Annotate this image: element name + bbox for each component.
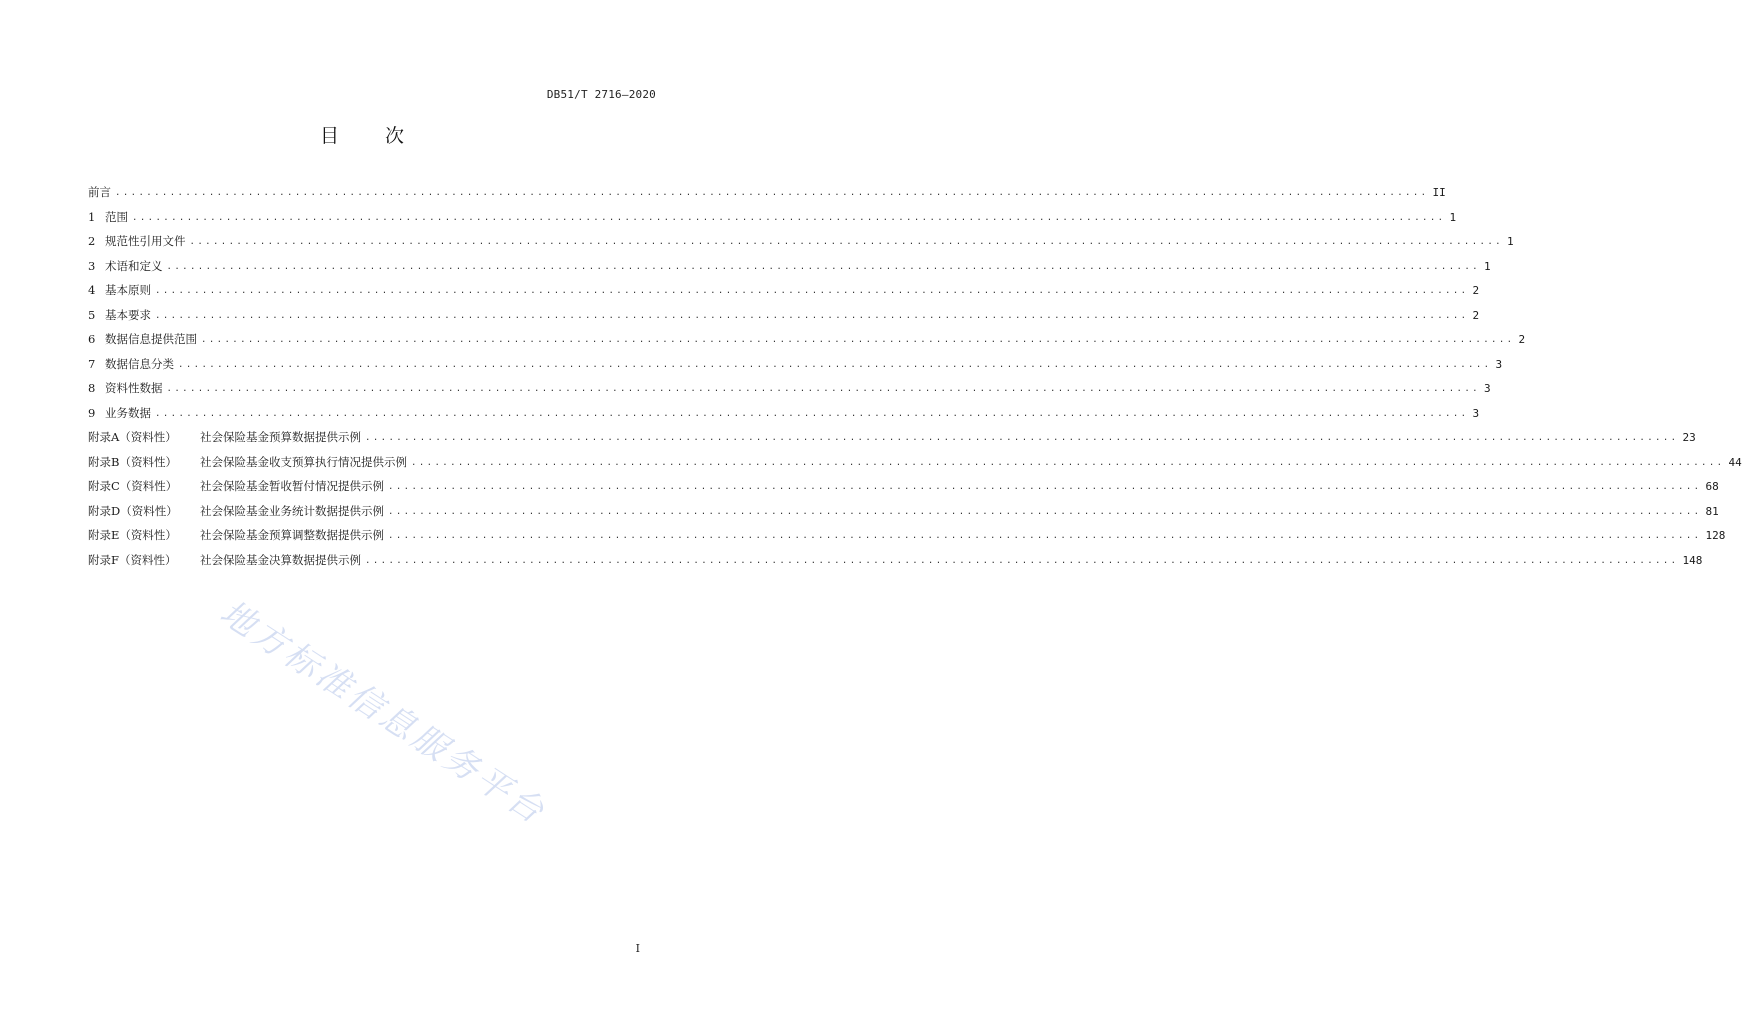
toc-entry-data-classification[interactable]: [88, 356, 1503, 381]
toc-entry-page: 81: [1705, 504, 1719, 518]
toc-entry-label: 资料性数据: [105, 381, 163, 395]
toc-entry-terms[interactable]: [88, 258, 1491, 283]
toc-entry-label: 社会保险基金预算数据提供示例: [200, 430, 361, 444]
toc-entry-page: 44: [1728, 455, 1742, 469]
toc-leader-dots: ........................................................................................................................................................................: [189, 237, 1503, 247]
toc-entry-label: 规范性引用文件: [105, 234, 186, 248]
toc-entry-label: 社会保险基金决算数据提供示例: [200, 552, 361, 567]
toc-entry-page: 1: [1507, 235, 1514, 248]
toc-entry-page: II: [1432, 186, 1446, 199]
toc-entry-page: 3: [1472, 406, 1480, 420]
toc-leader-dots: ........................................................................................................................................................................: [166, 261, 1480, 272]
toc-entry-page: 148: [1682, 553, 1703, 567]
toc-entry-number: 8: [88, 381, 96, 395]
toc-entry-normative-references[interactable]: [88, 233, 1514, 258]
toc-entry-page: 3: [1495, 357, 1503, 371]
toc-entry-number: 5: [88, 307, 96, 322]
toc-annex-label: 附录C（资料性）: [88, 479, 178, 493]
toc-entry-page: 23: [1682, 431, 1696, 444]
toc-entry-label: 基本要求: [105, 307, 151, 322]
toc-annex-e[interactable]: [88, 527, 1726, 552]
page-number: I: [635, 942, 640, 955]
toc-entry-number: 1: [88, 209, 96, 224]
toc-annex-b[interactable]: [88, 454, 1742, 479]
toc-entry-page: 2: [1472, 284, 1480, 297]
toc-entry-page: 68: [1705, 480, 1719, 493]
toc-annex-label: 附录E（资料性）: [88, 528, 177, 542]
document-code: DB51/T 2716—2020: [546, 88, 656, 101]
table-of-contents: [88, 184, 1742, 576]
toc-leader-dots: ........................................................................................................................................................................: [411, 457, 1725, 468]
toc-entry-number: 2: [88, 234, 96, 248]
toc-entry-label: 社会保险基金暂收暂付情况提供示例: [200, 479, 384, 493]
toc-entry-scope[interactable]: [88, 209, 1457, 234]
title-char-2: 次: [385, 125, 405, 147]
toc-entry-label: 社会保险基金收支预算执行情况提供示例: [200, 454, 407, 469]
toc-entry-page: 1: [1484, 259, 1491, 273]
toc-leader-dots: ........................................................................................................................................................................: [155, 286, 1469, 296]
toc-annex-d[interactable]: [88, 503, 1719, 528]
toc-annex-label: 附录B（资料性）: [88, 454, 177, 469]
toc-entry-number: 3: [88, 258, 96, 273]
toc-annex-label: 附录F（资料性）: [88, 552, 177, 567]
watermark: 地方标准信息服务平台: [212, 592, 554, 834]
toc-entry-label: 前言: [88, 185, 111, 199]
toc-entry-label: 数据信息提供范围: [105, 332, 197, 346]
toc-entry-page: 1: [1449, 210, 1457, 224]
toc-entry-page: 128: [1705, 529, 1726, 542]
toc-entry-label: 社会保险基金业务统计数据提供示例: [200, 503, 384, 518]
toc-leader-dots: ........................................................................................................................................................................: [132, 212, 1446, 223]
toc-entry-reference-data[interactable]: [88, 380, 1491, 405]
toc-entry-data-scope[interactable]: [88, 331, 1526, 356]
toc-entry-number: 4: [88, 283, 96, 297]
toc-entry-label: 范围: [105, 209, 128, 224]
title-char-1: 目: [319, 125, 339, 147]
toc-entry-foreword[interactable]: [88, 184, 1446, 209]
toc-entry-principles[interactable]: [88, 282, 1480, 307]
toc-entry-label: 数据信息分类: [105, 356, 174, 371]
toc-leader-dots: ........................................................................................................................................................................: [388, 531, 1702, 541]
toc-leader-dots: ........................................................................................................................................................................: [365, 433, 1679, 443]
toc-leader-dots: ........................................................................................................................................................................: [388, 482, 1702, 492]
toc-entry-label: 术语和定义: [105, 258, 163, 273]
toc-entry-requirements[interactable]: [88, 307, 1480, 332]
toc-entry-number: 6: [88, 332, 96, 346]
toc-annex-label: 附录D（资料性）: [88, 503, 178, 518]
toc-entry-page: 3: [1484, 382, 1491, 395]
toc-entry-page: 2: [1518, 333, 1526, 346]
toc-annex-a[interactable]: [88, 429, 1696, 454]
toc-entry-page: 2: [1472, 308, 1480, 322]
toc-leader-dots: ........................................................................................................................................................................: [115, 188, 1429, 198]
toc-leader-dots: ........................................................................................................................................................................: [178, 359, 1492, 370]
toc-annex-c[interactable]: [88, 478, 1719, 503]
toc-leader-dots: ........................................................................................................................................................................: [365, 555, 1679, 566]
toc-entry-business-data[interactable]: [88, 405, 1480, 430]
toc-leader-dots: ........................................................................................................................................................................: [155, 408, 1469, 419]
toc-annex-label: 附录A（资料性）: [88, 430, 177, 444]
toc-entry-number: 7: [88, 356, 96, 371]
toc-leader-dots: ........................................................................................................................................................................: [201, 335, 1515, 345]
toc-entry-label: 基本原则: [105, 283, 151, 297]
page-title: [0, 121, 724, 148]
toc-annex-f[interactable]: [88, 552, 1703, 577]
toc-leader-dots: ........................................................................................................................................................................: [388, 506, 1702, 517]
toc-leader-dots: ........................................................................................................................................................................: [155, 310, 1469, 321]
toc-leader-dots: ........................................................................................................................................................................: [166, 384, 1480, 394]
toc-entry-label: 社会保险基金预算调整数据提供示例: [200, 528, 384, 542]
toc-entry-label: 业务数据: [105, 405, 151, 420]
toc-entry-number: 9: [88, 405, 96, 420]
